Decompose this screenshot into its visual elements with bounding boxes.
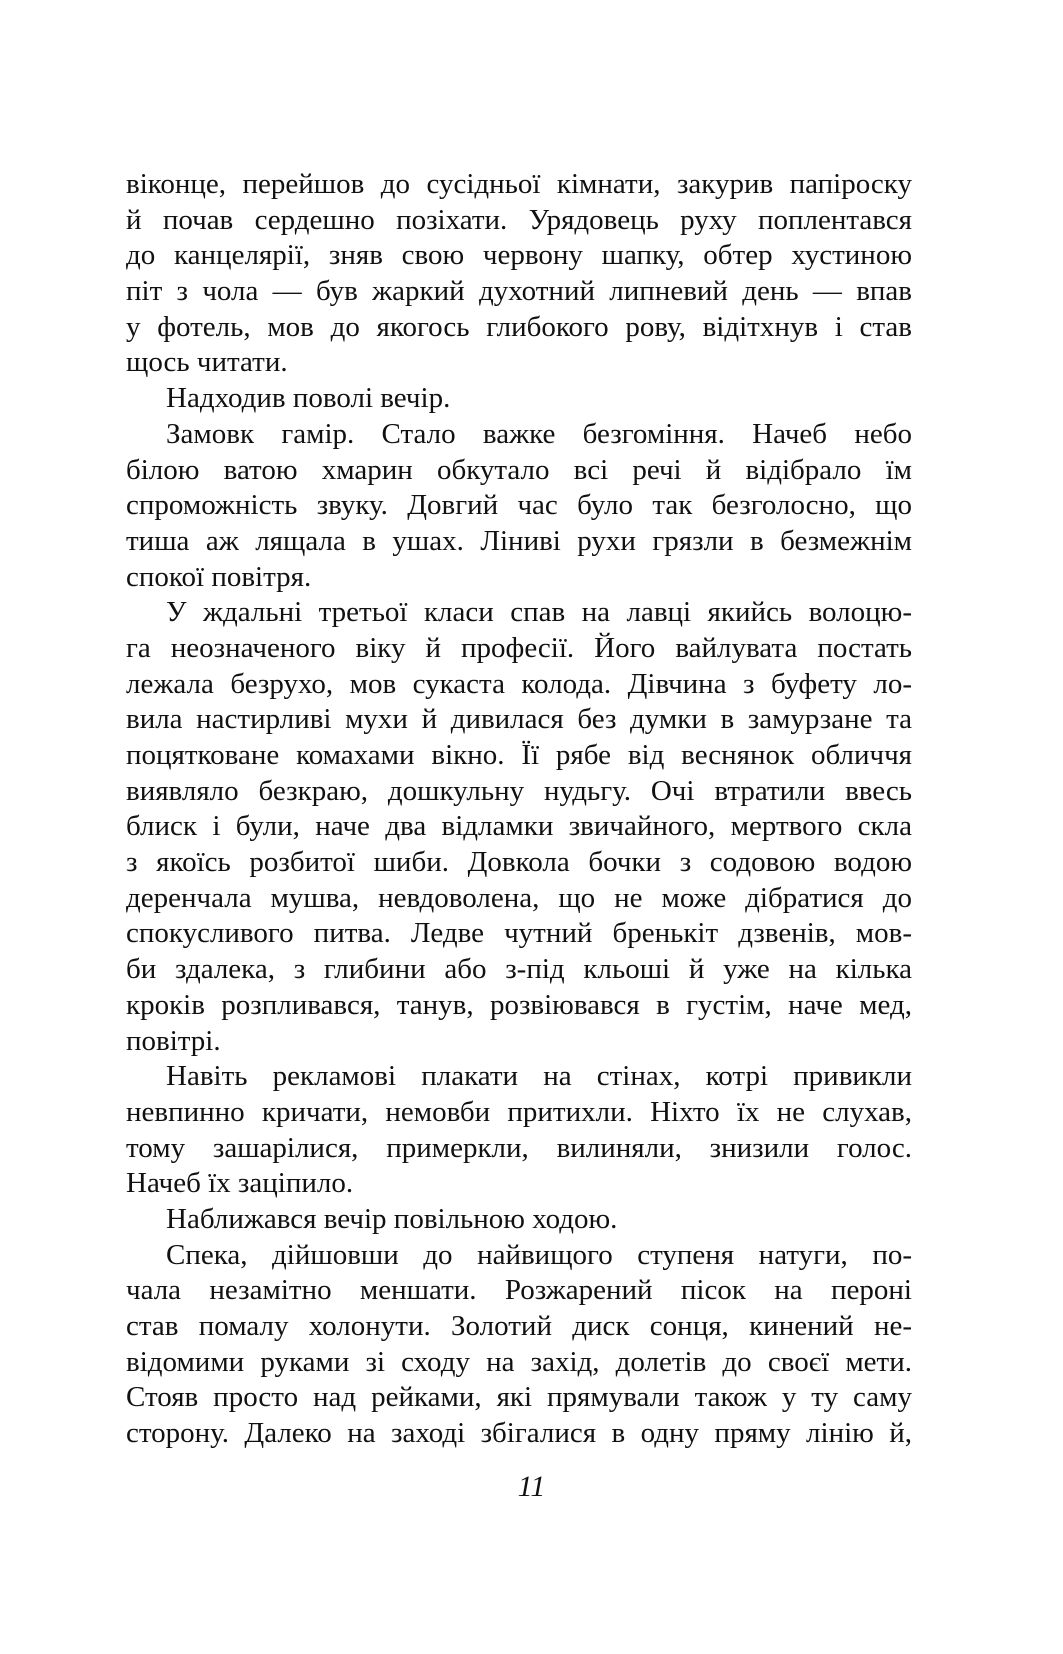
text-line: сторону. Далеко на заході збігалися в одну пряму лінію й, (126, 1417, 912, 1450)
text-line: повітрі. (126, 1024, 221, 1057)
text-line: вила настирливі мухи й дивилася без думки в замурзане та (126, 703, 912, 736)
text-line: тому зашарілися, примеркли, вилиняли, знизили голос. (126, 1131, 912, 1164)
text-line: би здалека, з глибини або з-під кльоші й уже на кілька (126, 953, 912, 986)
text-line: блиск і були, наче два відламки звичайного, мертвого скла (126, 810, 912, 843)
text-line: Замовк гамір. Стало важке безгоміння. Начеб небо (166, 417, 912, 450)
text-line: відомими руками зі сходу на захід, долетів до своєї мети. (126, 1345, 912, 1378)
text-line: Стояв просто над рейками, які прямували також у ту саму (126, 1381, 912, 1414)
text-line: спокої повітря. (126, 560, 312, 593)
body-text (126, 167, 912, 1452)
page-number: 11 (517, 1470, 546, 1503)
text-line: невпинно кричати, немовби притихли. Ніхто їх не слухав, (126, 1095, 912, 1128)
text-line: Навіть рекламові плакати на стінах, котрі привикли (166, 1060, 912, 1093)
text-line: Начеб їх заціпило. (126, 1167, 354, 1200)
text-line: з якоїсь розбитої шиби. Довкола бочки з содовою водою (126, 846, 912, 879)
text-line: віконце, перейшов до сусідньої кімнати, закурив папіроску (126, 168, 912, 200)
text-line: спокусливого питва. Ледве чутний бренькіт дзвенів, мов- (126, 917, 912, 950)
text-line: Надходив поволі вечір. (166, 382, 451, 415)
text-line: У ждальні третьої класи спав на лавці якийсь волоцю- (166, 596, 912, 629)
text-line: щось читати. (126, 346, 288, 379)
text-line: у фотель, мов до якогось глибокого рову, відітхнув і став (126, 310, 912, 343)
text-line: лежала безрухо, мов сукаста колода. Дівчина з буфету ло- (126, 667, 912, 700)
text-line: й почав сердешно позіхати. Урядовець руху поплентався (126, 203, 912, 236)
text-line: поцятковане комахами вікно. Її рябе від веснянок обличчя (126, 739, 912, 771)
text-line: виявляло безкраю, дошкульну нудьгу. Очі втратили ввесь (126, 774, 912, 807)
text-line: Спека, дійшовши до найвищого ступеня натуги, по- (166, 1238, 912, 1271)
text-line: білою ватою хмарин обкутало всі речі й відібрало їм (126, 453, 912, 486)
text-line: Наближався вечір повільною ходою. (166, 1202, 618, 1235)
text-line: спроможність звуку. Довгий час було так безголосно, що (126, 489, 912, 522)
text-line: став помалу холонути. Золотий диск сонця, кинений не- (126, 1310, 912, 1342)
text-line: піт з чола — був жаркий духотний липневий день — впав (126, 275, 912, 308)
text-line: га неозначеного віку й професії. Його вайлувата постать (126, 631, 912, 664)
text-line: до канцелярії, зняв свою червону шапку, обтер хустиною (126, 239, 912, 272)
text-line: деренчала мушва, невдоволена, що не може дібратися до (126, 881, 912, 914)
text-line: тиша аж лящала в ушах. Ліниві рухи грязли в безмежнім (126, 524, 912, 557)
text-line: чала незамітно меншати. Розжарений пісок на пероні (126, 1274, 912, 1307)
text-line: кроків розпливався, танув, розвіювався в густім, наче мед, (126, 988, 912, 1021)
